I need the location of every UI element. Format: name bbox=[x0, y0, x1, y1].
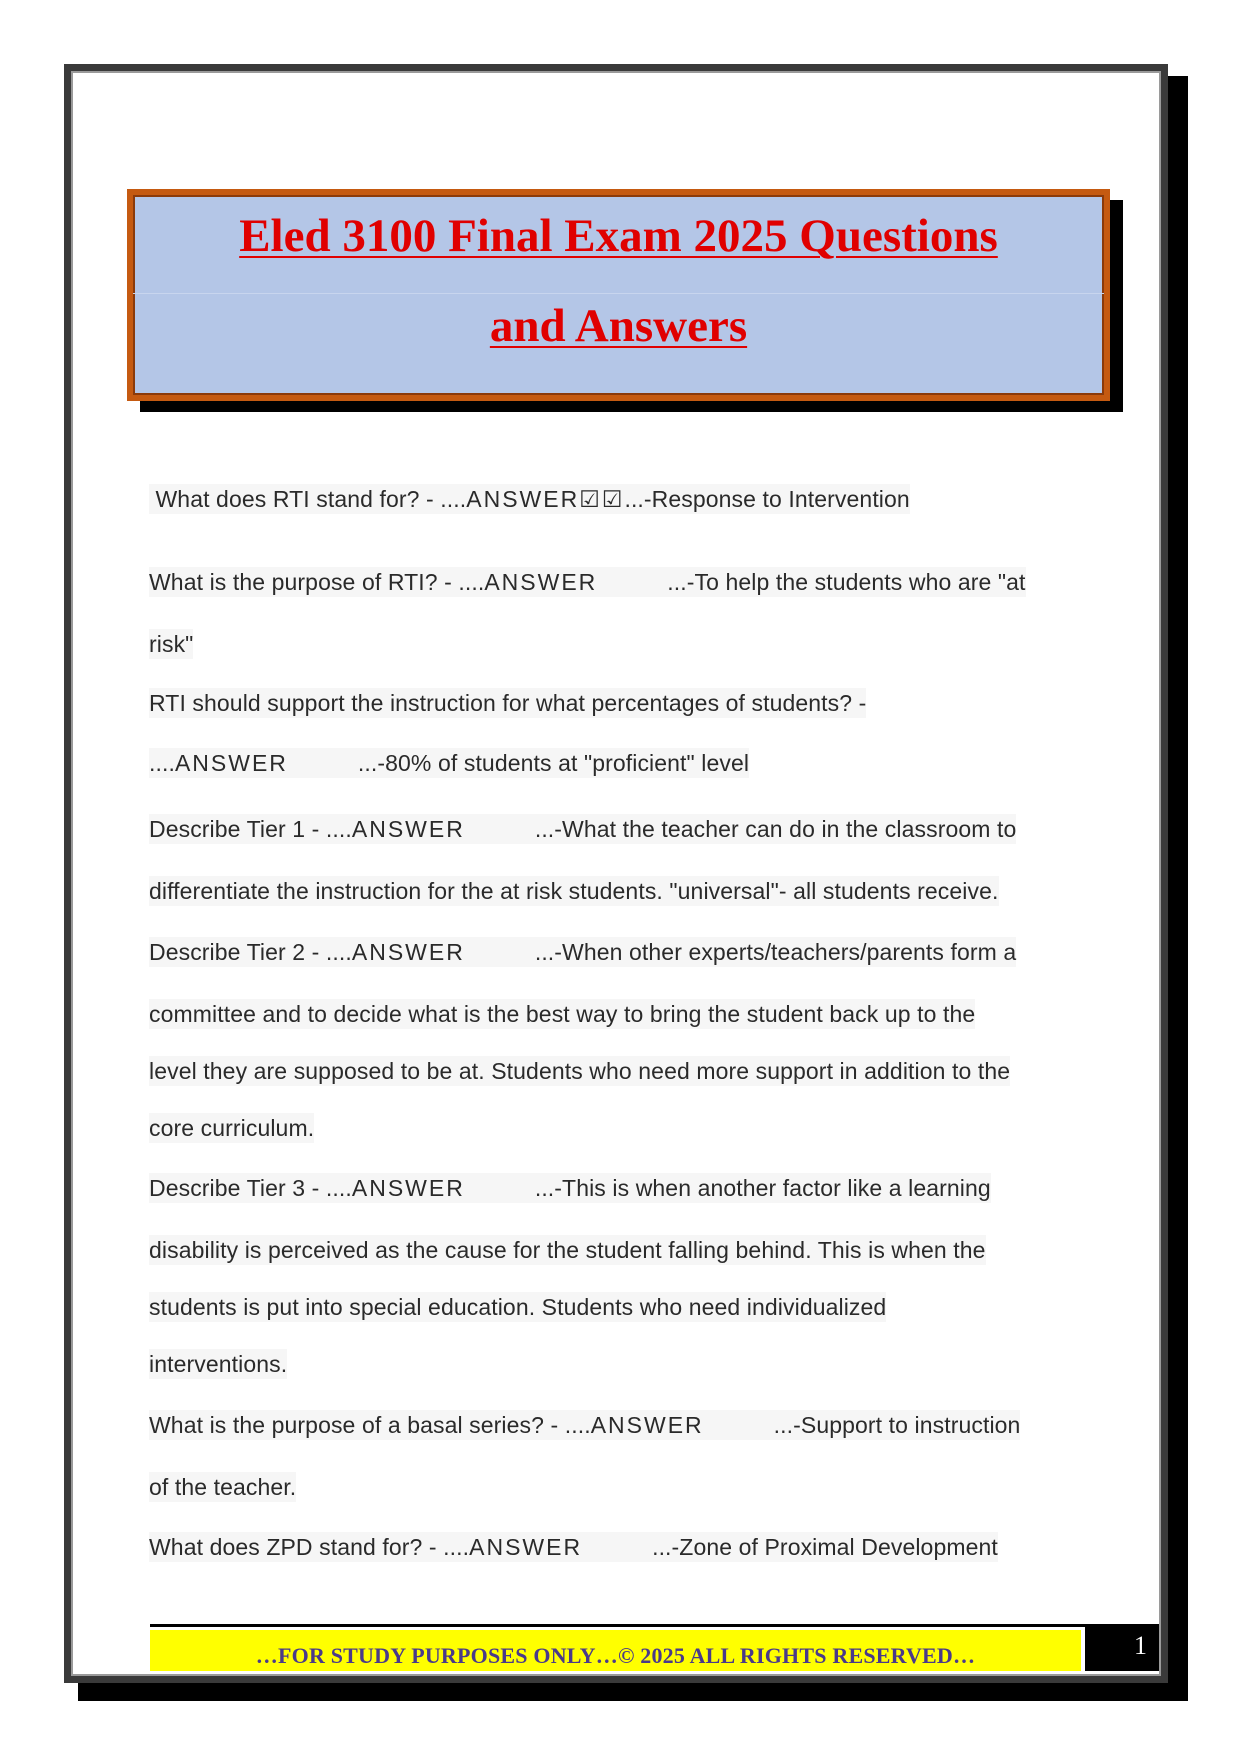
footer-notice: …FOR STUDY PURPOSES ONLY…© 2025 ALL RIGHTS RESERVED… bbox=[150, 1630, 1081, 1671]
footer-rule bbox=[150, 1624, 1159, 1627]
document-title-line-2: and Answers bbox=[489, 300, 748, 352]
qa-line: differentiate the instruction for the at risk students. "universal"- all students receive. bbox=[149, 878, 999, 904]
qa-line: risk" bbox=[149, 631, 194, 657]
page-number: 1 bbox=[1085, 1624, 1159, 1671]
title-box bbox=[127, 189, 1110, 401]
title-divider bbox=[133, 293, 1104, 294]
qa-line: Describe Tier 2 - ....ANSWER ...-When other experts/teachers/parents form a bbox=[149, 939, 1017, 965]
qa-line: What does RTI stand for? - ....ANSWER☑☑...-Response to Intervention bbox=[149, 486, 910, 512]
qa-line: disability is perceived as the cause for the student falling behind. This is when the bbox=[149, 1237, 986, 1263]
qa-line: What is the purpose of a basal series? - ....ANSWER ...-Support to instruction bbox=[149, 1412, 1021, 1438]
qa-line: Describe Tier 3 - ....ANSWER ...-This is when another factor like a learning bbox=[149, 1175, 991, 1201]
qa-line: core curriculum. bbox=[149, 1115, 315, 1141]
qa-line: What is the purpose of RTI? - ....ANSWER ...-To help the students who are "at bbox=[149, 569, 1026, 595]
qa-line: RTI should support the instruction for what percentages of students? - bbox=[149, 690, 867, 716]
qa-line: of the teacher. bbox=[149, 1474, 297, 1500]
qa-line: committee and to decide what is the best way to bring the student back up to the bbox=[149, 1001, 976, 1027]
qa-line: interventions. bbox=[149, 1351, 288, 1377]
qa-line: What does ZPD stand for? - ....ANSWER ...-Zone of Proximal Development bbox=[149, 1534, 998, 1560]
qa-line: level they are supposed to be at. Students who need more support in addition to the bbox=[149, 1058, 1011, 1084]
qa-line: students is put into special education. Students who need individualized bbox=[149, 1294, 887, 1320]
qa-line: Describe Tier 1 - ....ANSWER ...-What the teacher can do in the classroom to bbox=[149, 816, 1017, 842]
qa-line: ....ANSWER ...-80% of students at "proficient" level bbox=[149, 750, 750, 776]
document-title-line-1: Eled 3100 Final Exam 2025 Questions bbox=[239, 210, 998, 262]
